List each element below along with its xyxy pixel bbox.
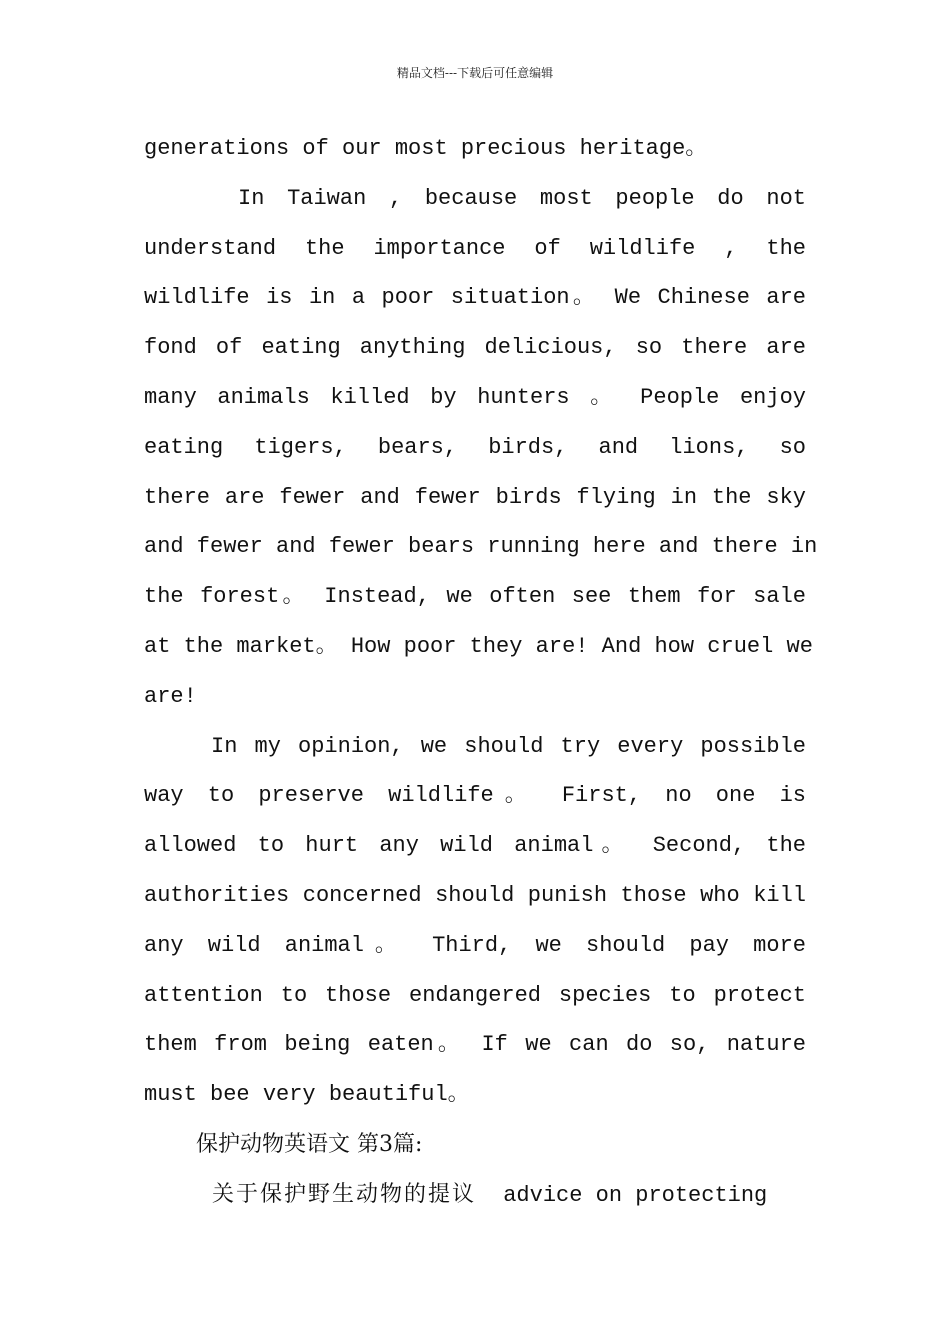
text-line: eating tigers, bears, birds, and lions, so: [144, 434, 806, 460]
text-line: any wild animal。 Third, we should pay more: [144, 932, 806, 958]
text-line: allowed to hurt any wild animal。 Second, the: [144, 833, 806, 859]
text-line: generations of our most precious heritage。: [144, 136, 708, 161]
section-title-cn: 关于保护野生动物的提议: [212, 1181, 477, 1207]
text-line: attention to those endangered species to protect: [144, 982, 806, 1008]
section-heading: 保护动物英语文 第3篇:: [196, 1131, 423, 1157]
text-line: understand the importance of wildlife , the: [144, 235, 806, 261]
paragraph-start-line: In my opinion, we should try every possible: [211, 733, 806, 759]
text-line: wildlife is in a poor situation。 We Chinese are: [144, 285, 806, 311]
text-line: must bee very beautiful。: [144, 1082, 470, 1108]
document-body: [144, 124, 818, 1220]
text-line: and fewer and fewer bears running here and there in: [144, 534, 818, 560]
page-header: 精品文档---下载后可任意编辑: [396, 66, 554, 80]
text-line: many animals killed by hunters 。 People enjoy: [144, 384, 806, 410]
text-line: way to preserve wildlife。 First, no one is: [144, 783, 806, 809]
paragraph-start-line: In Taiwan , because most people do not: [238, 185, 806, 211]
text-line: there are fewer and fewer birds flying in the sky: [144, 484, 806, 510]
text-line: fond of eating anything delicious, so there are: [144, 335, 806, 361]
text-line: are!: [144, 683, 197, 709]
text-line: at the market。 How poor they are! And how cruel we: [144, 633, 813, 659]
text-line: the forest。 Instead, we often see them for sale: [144, 584, 806, 610]
text-line: authorities concerned should punish those who kill: [144, 882, 806, 908]
section-title-en: advice on protecting: [503, 1182, 768, 1208]
section-title-line: [144, 1170, 806, 1220]
text-line: them from being eaten。 If we can do so, nature: [144, 1032, 806, 1058]
